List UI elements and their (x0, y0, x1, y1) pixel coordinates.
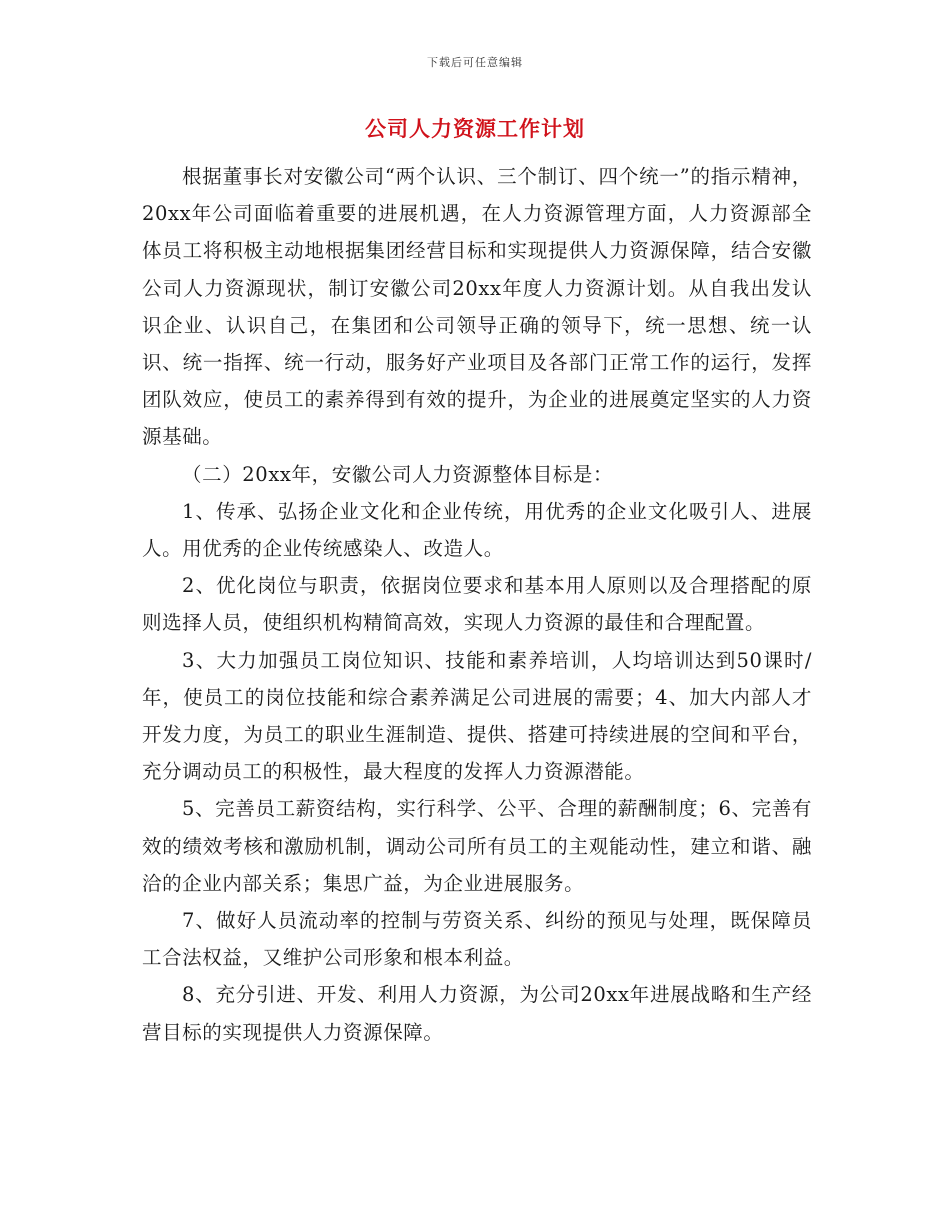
paragraph-goals-heading: （二）20xx年，安徽公司人力资源整体目标是： (182, 462, 614, 486)
header-note: 下载后可任意编辑 (427, 56, 523, 69)
document-title: 公司人力资源工作计划 (365, 116, 585, 141)
document-body (142, 158, 812, 1051)
paragraph-goal-8: 8、充分引进、开发、利用人力资源，为公司20xx年进展战略和生产经营目标的实现提供人力资源保障。 (142, 983, 812, 1044)
paragraph-goal-1: 1、传承、弘扬企业文化和企业传统，用优秀的企业文化吸引人、进展人。用优秀的企业传统感染人、改造人。 (142, 499, 812, 561)
paragraph-goal-7: 7、做好人员流动率的控制与劳资关系、纠纷的预见与处理，既保障员工合法权益，又维护公司形象和根本利益。 (142, 909, 812, 970)
paragraph-goal-3-4: 3、大力加强员工岗位知识、技能和素养培训，人均培训达到50课时/年，使员工的岗位技能和综合素养满足公司进展的需要；4、加大内部人才开发力度，为员工的职业生涯制造、提供、搭建可持续进展的空间和平台，充分调动员工的积极性，最大程度的发挥人力资源潜能。 (142, 648, 812, 784)
paragraph-intro: 根据董事长对安徽公司“两个认识、三个制订、四个统一”的指示精神，20xx年公司面临着重要的进展机遇，在人力资源管理方面，人力资源部全体员工将积极主动地根据集团经营目标和实现提供人力资源保障，结合安徽公司人力资源现状，制订安徽公司20xx年度人力资源计划。从自我出发认识企业、认识自己，在集团和公司领导正确的领导下，统一思想、统一认识、统一指挥、统一行动，服务好产业项目及各部门正常工作的运行，发挥团队效应，使员工的素养得到有效的提升，为企业的进展奠定坚实的人力资源基础。 (142, 165, 812, 449)
paragraph-goal-2: 2、优化岗位与职责，依据岗位要求和基本用人原则以及合理搭配的原则选择人员，使组织机构精简高效，实现人力资源的最佳和合理配置。 (142, 574, 812, 635)
paragraph-goal-5-6: 5、完善员工薪资结构，实行科学、公平、合理的薪酬制度；6、完善有效的绩效考核和激励机制，调动公司所有员工的主观能动性，建立和谐、融洽的企业内部关系；集思广益，为企业进展服务。 (142, 797, 812, 895)
